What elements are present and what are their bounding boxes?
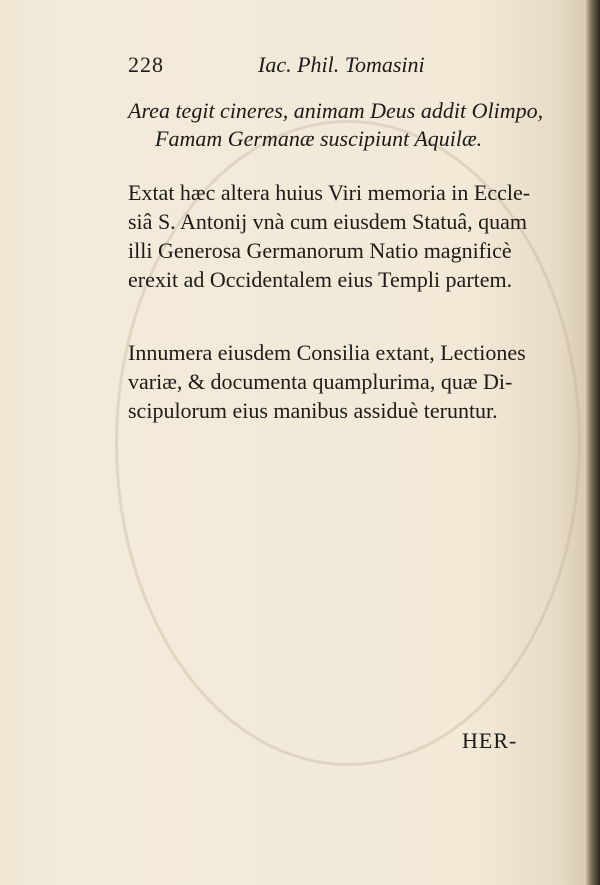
paragraph-line: scipulorum eius manibus assiduè teruntur. (128, 398, 498, 423)
paragraph-consilia (128, 338, 568, 425)
paragraph-line: siâ S. Antonij vnà cum eiusdem Statuâ, quam (128, 209, 528, 234)
catchword: HER- (462, 728, 518, 753)
binding-shadow (586, 0, 600, 885)
running-head: Iac. Phil. Tomasini (258, 52, 425, 77)
verse-line-1: Area tegit cineres, animam Deus addit Olimpo, (128, 98, 544, 123)
paragraph-line: illi Generosa Germanorum Natio magnificè (128, 238, 512, 263)
paragraph-line: variæ, & documenta quamplurima, quæ Di- (128, 369, 513, 394)
page-number: 228 (128, 52, 164, 77)
paragraph-statue-memorial (128, 178, 568, 294)
paragraph-line: Innumera eiusdem Consilia extant, Lectiones (128, 340, 526, 365)
paragraph-line: erexit ad Occidentalem eius Templi partem. (128, 267, 513, 292)
page-header (128, 52, 548, 82)
paragraph-line: Extat hæc altera huius Viri memoria in Eccle- (128, 180, 531, 205)
verse-line-2: Famam Germanæ suscipiunt Aquilæ. (155, 126, 483, 151)
